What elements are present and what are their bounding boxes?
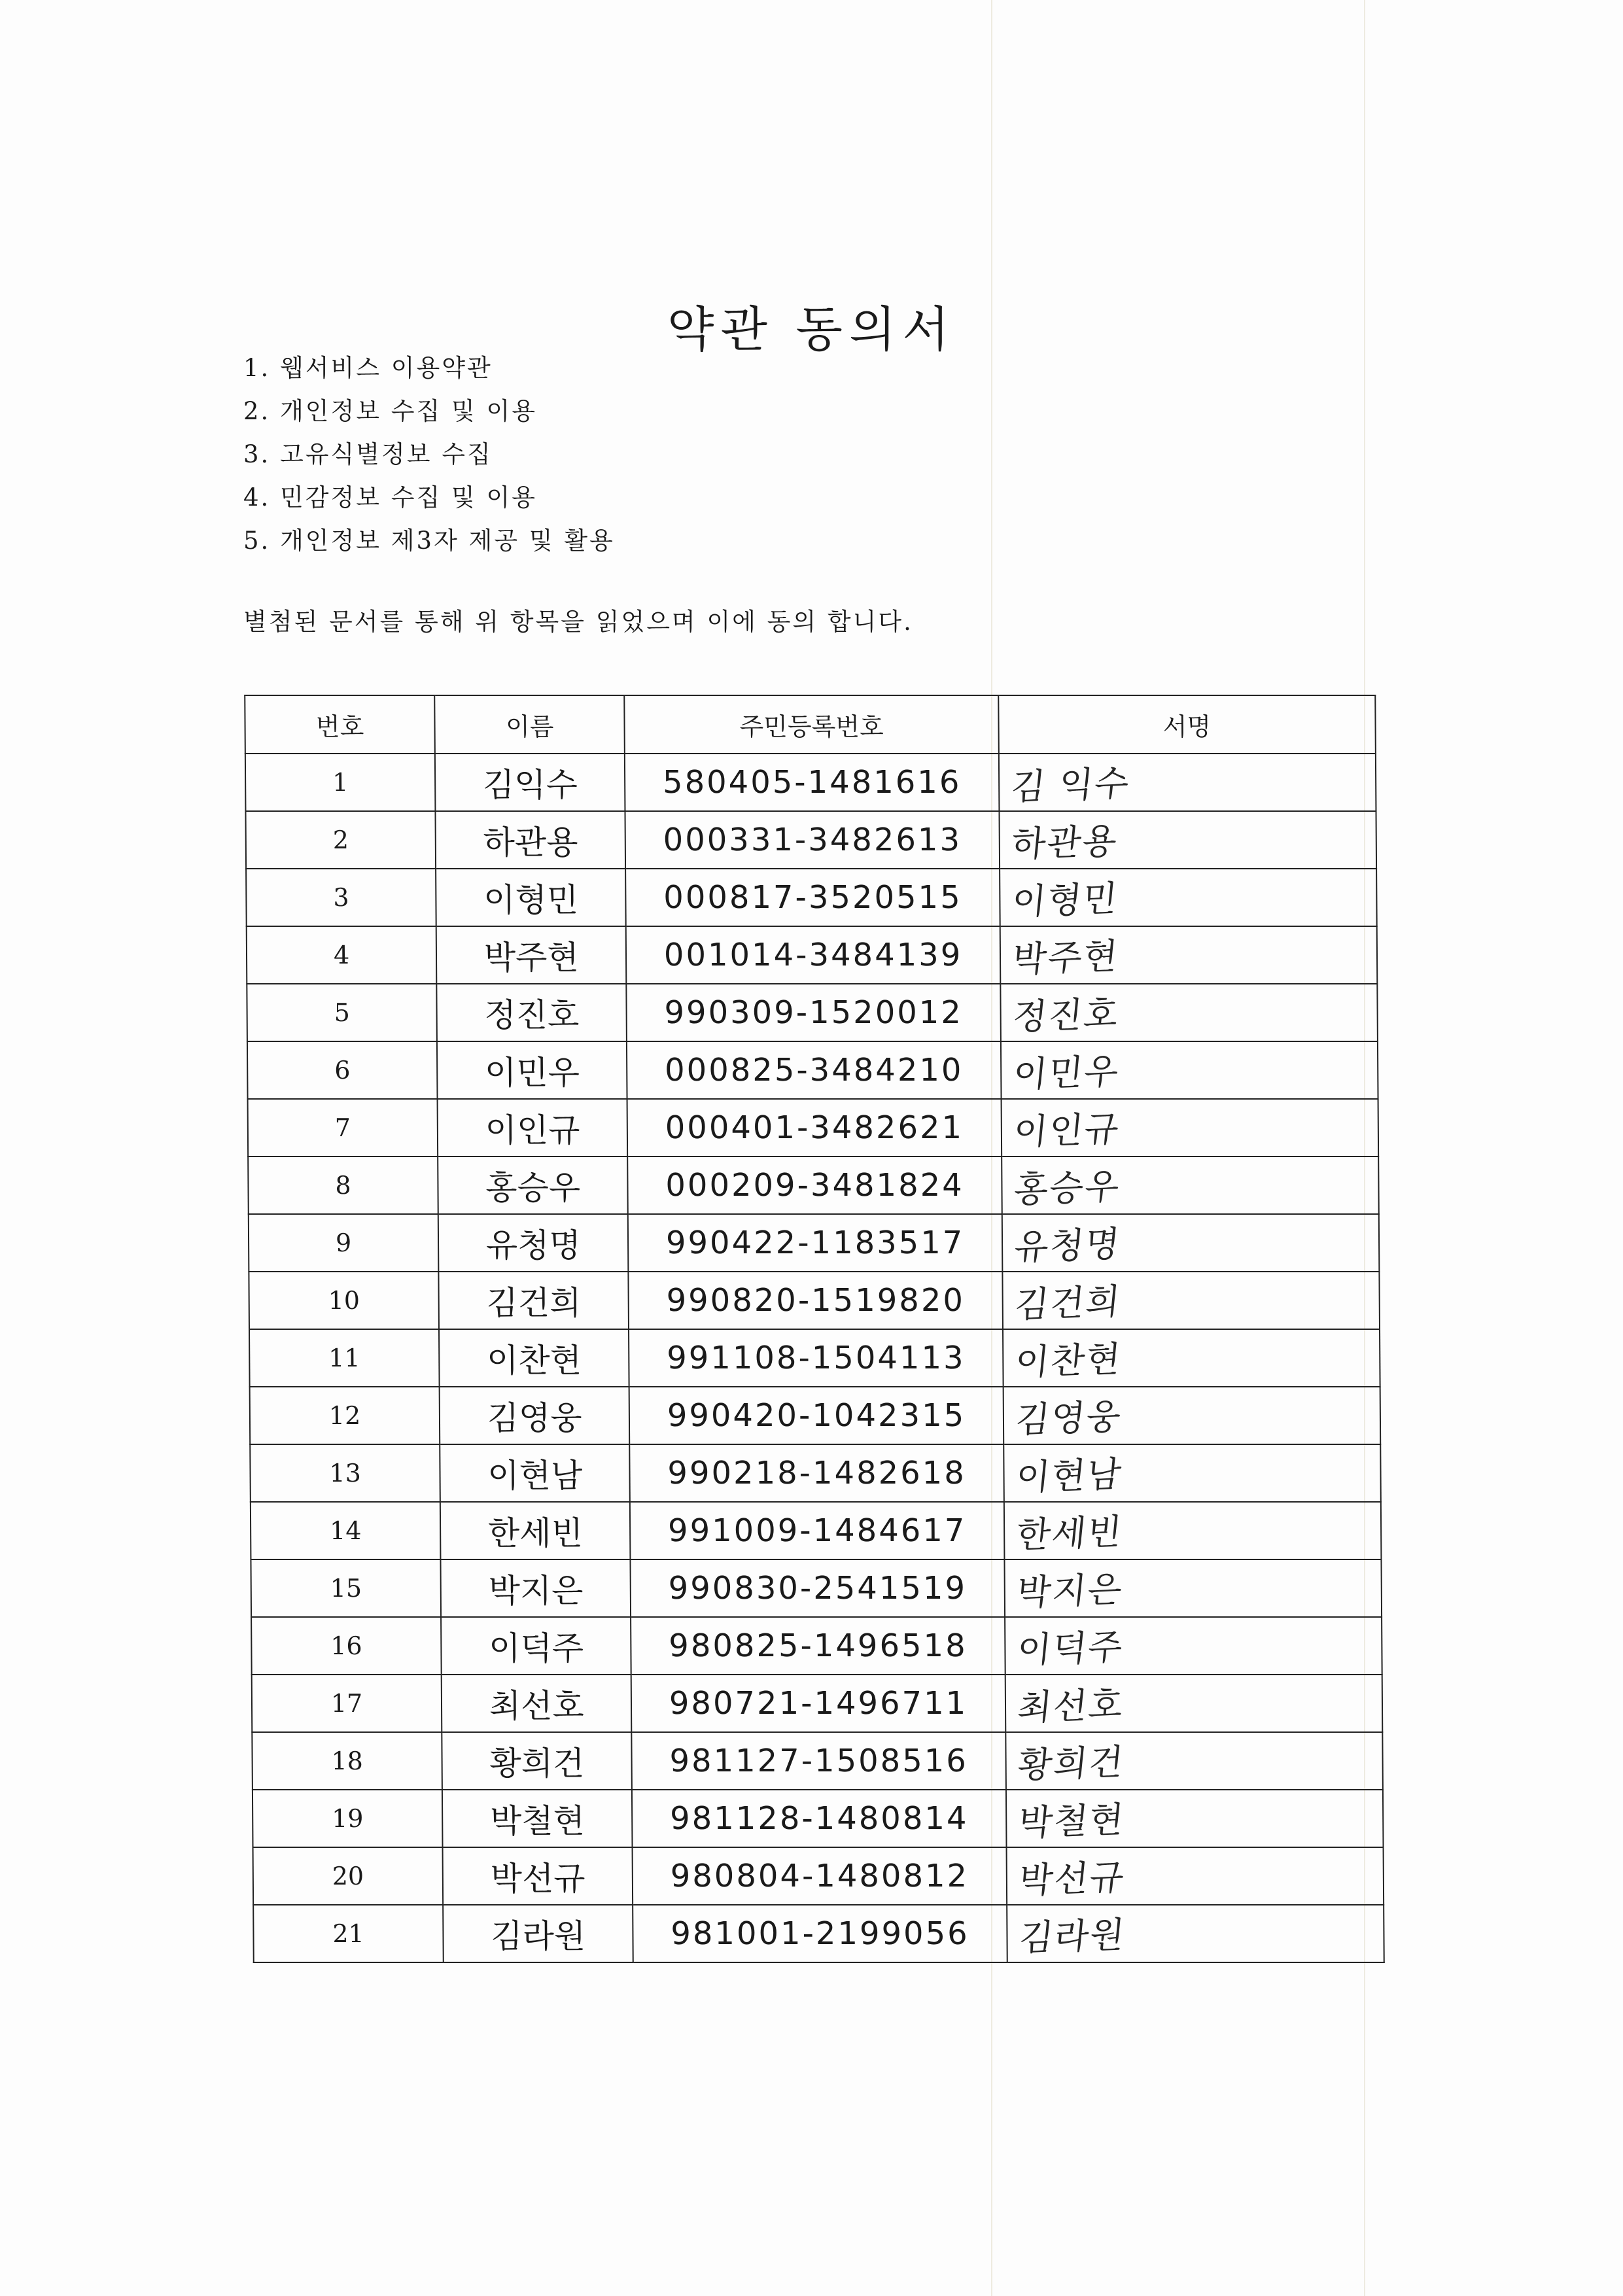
row-rrn: 980804-1480812 — [633, 1847, 1007, 1905]
handwritten-signature: 김 익수 — [1009, 761, 1132, 808]
handwritten-signature: 이형민 — [1009, 877, 1121, 923]
table-row — [247, 984, 1378, 1041]
row-name: 김라원 — [443, 1905, 633, 1962]
row-number: 11 — [249, 1329, 440, 1387]
row-rrn: 990422-1183517 — [628, 1214, 1002, 1272]
row-name: 김영웅 — [440, 1387, 630, 1444]
row-signature-cell — [1003, 1329, 1380, 1387]
handwritten-signature: 정진호 — [1010, 992, 1121, 1038]
row-signature-cell — [999, 754, 1376, 811]
row-number: 12 — [250, 1387, 440, 1444]
handwritten-signature: 이인규 — [1011, 1107, 1122, 1153]
row-signature-cell — [1005, 1617, 1382, 1675]
handwritten-signature: 김라원 — [1017, 1913, 1128, 1959]
header-rrn: 주민등록번호 — [625, 695, 999, 754]
row-name: 박지은 — [441, 1559, 631, 1617]
row-signature-cell — [1007, 1905, 1384, 1962]
row-name: 한세빈 — [440, 1502, 631, 1559]
table-header-row — [245, 695, 1376, 754]
row-rrn: 981127-1508516 — [632, 1732, 1006, 1790]
row-name: 최선호 — [442, 1675, 632, 1732]
row-number: 9 — [249, 1214, 439, 1272]
row-number: 8 — [248, 1157, 438, 1214]
row-name: 박선규 — [443, 1847, 633, 1905]
handwritten-signature: 김영웅 — [1013, 1395, 1124, 1441]
row-rrn: 980721-1496711 — [631, 1675, 1005, 1732]
row-rrn: 991009-1484617 — [630, 1502, 1004, 1559]
consent-items-list — [243, 347, 615, 563]
row-name: 김익수 — [435, 754, 625, 811]
row-rrn: 000209-3481824 — [628, 1157, 1002, 1214]
row-rrn: 981128-1480814 — [632, 1790, 1006, 1847]
row-number: 3 — [246, 869, 436, 926]
row-number: 2 — [245, 811, 436, 869]
handwritten-signature: 박선규 — [1017, 1856, 1127, 1902]
row-signature-cell — [1002, 1157, 1379, 1214]
row-rrn: 990820-1519820 — [629, 1272, 1003, 1329]
row-number: 1 — [245, 754, 436, 811]
row-signature-cell — [1001, 1041, 1378, 1099]
table-row — [245, 811, 1376, 869]
table-row — [251, 1617, 1382, 1675]
row-rrn: 981001-2199056 — [633, 1905, 1007, 1962]
document-title: 약관 동의서 — [667, 301, 956, 358]
row-number: 16 — [251, 1617, 442, 1675]
table-row — [252, 1675, 1383, 1732]
row-rrn: 990830-2541519 — [631, 1559, 1005, 1617]
row-name: 이현남 — [440, 1444, 630, 1502]
handwritten-signature: 이현남 — [1013, 1453, 1125, 1499]
table-row — [251, 1502, 1382, 1559]
row-rrn: 980825-1496518 — [631, 1617, 1005, 1675]
row-number: 19 — [253, 1790, 443, 1847]
table-row — [251, 1559, 1382, 1617]
row-name: 하관용 — [436, 811, 626, 869]
row-name: 김건희 — [439, 1272, 629, 1329]
row-number: 21 — [253, 1905, 444, 1962]
row-number: 6 — [247, 1041, 438, 1099]
row-name: 황희건 — [442, 1732, 632, 1790]
row-signature-cell — [1002, 1214, 1380, 1272]
handwritten-signature: 박철현 — [1016, 1798, 1127, 1844]
row-signature-cell — [1000, 926, 1377, 984]
row-signature-cell — [1006, 1847, 1384, 1905]
header-name: 이름 — [434, 695, 625, 754]
table-row — [249, 1329, 1380, 1387]
table-row — [249, 1272, 1380, 1329]
row-signature-cell — [999, 811, 1376, 869]
row-number: 20 — [253, 1847, 444, 1905]
row-number: 7 — [248, 1099, 438, 1157]
row-signature-cell — [1006, 1790, 1384, 1847]
row-rrn: 991108-1504113 — [629, 1329, 1003, 1387]
table-row — [253, 1847, 1384, 1905]
table-row — [247, 1041, 1378, 1099]
row-signature-cell — [1001, 1099, 1378, 1157]
row-number: 10 — [249, 1272, 439, 1329]
table-row — [252, 1732, 1383, 1790]
row-rrn: 000401-3482621 — [627, 1099, 1002, 1157]
row-rrn: 000817-3520515 — [625, 869, 1000, 926]
table-row — [248, 1157, 1379, 1214]
row-rrn: 001014-3484139 — [626, 926, 1000, 984]
consent-item: 4. 민감정보 수집 및 이용 — [243, 483, 538, 512]
row-signature-cell — [1004, 1559, 1382, 1617]
table-row — [246, 869, 1377, 926]
row-number: 18 — [252, 1732, 442, 1790]
consent-item: 3. 고유식별정보 수집 — [243, 440, 493, 468]
header-number: 번호 — [245, 695, 435, 754]
row-name: 박철현 — [442, 1790, 633, 1847]
row-signature-cell — [1000, 984, 1378, 1041]
row-name: 유청명 — [438, 1214, 629, 1272]
handwritten-signature: 이덕주 — [1015, 1626, 1126, 1671]
row-signature-cell — [1003, 1444, 1381, 1502]
row-signature-cell — [1002, 1272, 1380, 1329]
handwritten-signature: 한세빈 — [1014, 1510, 1125, 1556]
row-signature-cell — [1004, 1502, 1382, 1559]
row-name: 정진호 — [436, 984, 627, 1041]
row-name: 박주현 — [436, 926, 627, 984]
table-row — [247, 926, 1378, 984]
row-rrn: 580405-1481616 — [625, 754, 999, 811]
row-name: 이찬현 — [439, 1329, 629, 1387]
handwritten-signature: 하관용 — [1009, 820, 1120, 865]
handwritten-signature: 이찬현 — [1013, 1338, 1124, 1383]
row-number: 5 — [247, 984, 437, 1041]
row-name: 이형민 — [436, 869, 626, 926]
table-row — [249, 1214, 1380, 1272]
header-signature: 서명 — [998, 695, 1376, 754]
row-name: 이인규 — [438, 1099, 628, 1157]
table-row — [253, 1790, 1384, 1847]
handwritten-signature: 홍승우 — [1011, 1165, 1123, 1211]
table-row — [250, 1444, 1381, 1502]
row-name: 이덕주 — [441, 1617, 631, 1675]
handwritten-signature: 최선호 — [1015, 1683, 1126, 1729]
signature-table — [244, 695, 1385, 1963]
handwritten-signature: 박주현 — [1010, 935, 1121, 981]
table-row — [253, 1905, 1384, 1962]
consent-item: 1. 웹서비스 이용약관 — [243, 354, 493, 382]
handwritten-signature: 김건희 — [1013, 1280, 1123, 1326]
row-signature-cell — [1000, 869, 1377, 926]
consent-item: 2. 개인정보 수집 및 이용 — [243, 397, 538, 425]
row-name: 홍승우 — [438, 1157, 628, 1214]
row-rrn: 000331-3482613 — [625, 811, 1000, 869]
row-number: 13 — [250, 1444, 440, 1502]
table-row — [250, 1387, 1381, 1444]
table-row — [245, 754, 1376, 811]
row-rrn: 990420-1042315 — [629, 1387, 1003, 1444]
row-number: 15 — [251, 1559, 441, 1617]
handwritten-signature: 박지은 — [1015, 1568, 1125, 1614]
row-name: 이민우 — [437, 1041, 627, 1099]
consent-item: 5. 개인정보 제3자 제공 및 활용 — [243, 527, 615, 555]
consent-statement: 별첨된 문서를 통해 위 항목을 읽었으며 이에 동의 합니다. — [243, 608, 913, 636]
row-rrn: 990309-1520012 — [627, 984, 1001, 1041]
row-number: 17 — [252, 1675, 442, 1732]
handwritten-signature: 황희건 — [1015, 1741, 1126, 1786]
row-signature-cell — [1005, 1732, 1383, 1790]
row-signature-cell — [1005, 1675, 1382, 1732]
handwritten-signature: 이민우 — [1011, 1050, 1122, 1096]
handwritten-signature: 유청명 — [1012, 1223, 1123, 1268]
row-rrn: 990218-1482618 — [630, 1444, 1004, 1502]
row-number: 4 — [247, 926, 437, 984]
row-number: 14 — [251, 1502, 441, 1559]
table-row — [248, 1099, 1379, 1157]
row-signature-cell — [1003, 1387, 1380, 1444]
row-rrn: 000825-3484210 — [627, 1041, 1001, 1099]
